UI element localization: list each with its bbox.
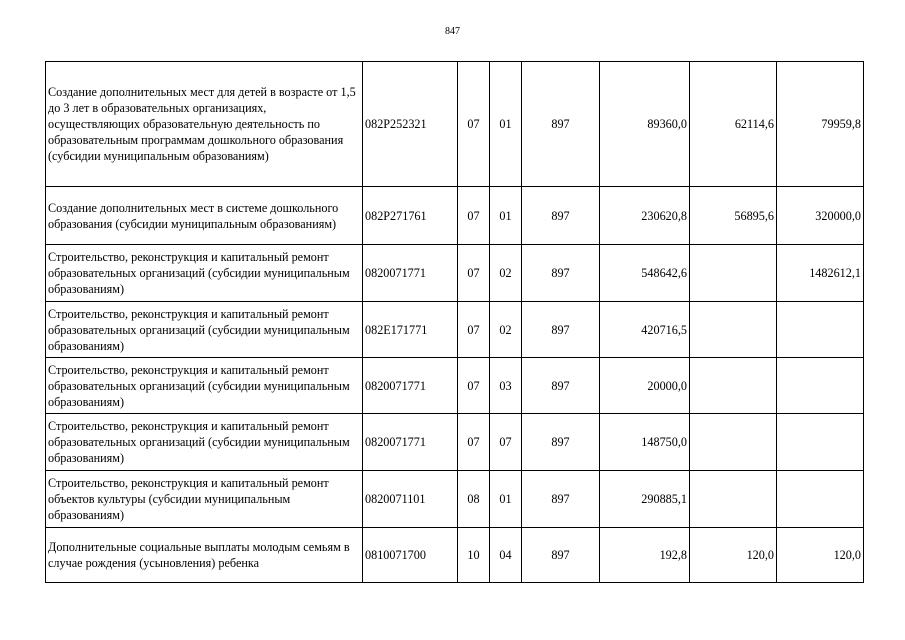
row-subsection-cell: 03 [490,358,522,414]
table-row [46,471,864,528]
row-section-cell: 07 [458,187,490,245]
row-code-cell: 0810071700 [363,528,458,583]
table-row [46,414,864,471]
row-section-cell: 07 [458,62,490,187]
row-name-cell: Дополнительные социальные выплаты молодым семьям в случае рождения (усыновления) ребенка [46,528,363,583]
row-name-cell: Строительство, реконструкция и капитальный ремонт образовательных организаций (субсидии муниципальным образованиям) [46,245,363,302]
row-code-cell: 082P271761 [363,187,458,245]
budget-table [45,61,864,583]
row-code-cell: 0820071771 [363,414,458,471]
row-year2-cell: 56895,6 [690,187,777,245]
row-year3-cell: 79959,8 [777,62,864,187]
row-year2-cell [690,414,777,471]
table-row [46,62,864,187]
row-grbs-cell: 897 [522,471,600,528]
row-year2-cell [690,358,777,414]
row-name-cell: Строительство, реконструкция и капитальный ремонт образовательных организаций (субсидии муниципальным образованиям) [46,414,363,471]
table-row [46,187,864,245]
page-number: 847 [445,26,460,37]
row-section-cell: 07 [458,302,490,358]
row-name-cell: Строительство, реконструкция и капитальный ремонт образовательных организаций (субсидии муниципальным образованиям) [46,358,363,414]
row-grbs-cell: 897 [522,358,600,414]
row-subsection-cell: 02 [490,245,522,302]
row-year3-cell [777,358,864,414]
row-year3-cell: 320000,0 [777,187,864,245]
row-section-cell: 07 [458,245,490,302]
row-year3-cell: 120,0 [777,528,864,583]
row-grbs-cell: 897 [522,187,600,245]
row-year2-cell [690,471,777,528]
row-subsection-cell: 07 [490,414,522,471]
row-subsection-cell: 01 [490,471,522,528]
row-year2-cell [690,245,777,302]
row-code-cell: 0820071101 [363,471,458,528]
row-year1-cell: 192,8 [600,528,690,583]
row-subsection-cell: 04 [490,528,522,583]
row-year2-cell: 62114,6 [690,62,777,187]
row-year3-cell [777,302,864,358]
row-year1-cell: 230620,8 [600,187,690,245]
row-name-cell: Строительство, реконструкция и капитальный ремонт образовательных организаций (субсидии муниципальным образованиям) [46,302,363,358]
row-name-cell: Строительство, реконструкция и капитальный ремонт объектов культуры (субсидии муниципальным образованиям) [46,471,363,528]
row-subsection-cell: 01 [490,62,522,187]
row-name-cell: Создание дополнительных мест в системе дошкольного образования (субсидии муниципальным образованиям) [46,187,363,245]
row-year1-cell: 420716,5 [600,302,690,358]
row-year2-cell: 120,0 [690,528,777,583]
row-grbs-cell: 897 [522,302,600,358]
row-year1-cell: 89360,0 [600,62,690,187]
row-year1-cell: 20000,0 [600,358,690,414]
row-year2-cell [690,302,777,358]
row-grbs-cell: 897 [522,62,600,187]
row-year1-cell: 548642,6 [600,245,690,302]
row-subsection-cell: 02 [490,302,522,358]
row-year1-cell: 290885,1 [600,471,690,528]
row-year3-cell [777,471,864,528]
row-grbs-cell: 897 [522,245,600,302]
row-name-cell: Создание дополнительных мест для детей в возрасте от 1,5 до 3 лет в образовательных организациях, осуществляющих образовательную деятельность по образовательным программам дошкольного образования (субсидии муниципальным образованиям) [46,62,363,187]
row-code-cell: 0820071771 [363,245,458,302]
row-code-cell: 082P252321 [363,62,458,187]
row-subsection-cell: 01 [490,187,522,245]
row-grbs-cell: 897 [522,414,600,471]
row-grbs-cell: 897 [522,528,600,583]
row-section-cell: 07 [458,414,490,471]
row-code-cell: 0820071771 [363,358,458,414]
row-section-cell: 08 [458,471,490,528]
table-row [46,358,864,414]
row-year3-cell: 1482612,1 [777,245,864,302]
row-year3-cell [777,414,864,471]
table-row [46,245,864,302]
table-row [46,302,864,358]
table-row [46,528,864,583]
row-section-cell: 10 [458,528,490,583]
row-section-cell: 07 [458,358,490,414]
row-code-cell: 082E171771 [363,302,458,358]
row-year1-cell: 148750,0 [600,414,690,471]
